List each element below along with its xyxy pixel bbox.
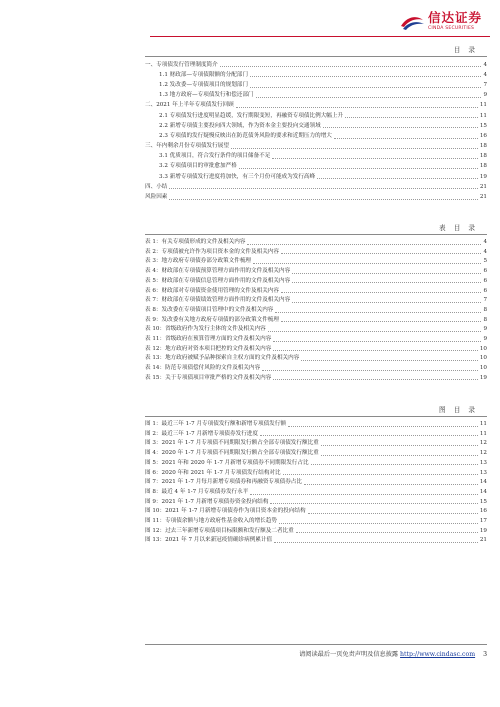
entry-label: 3.2 专项债项目的审批愈加严格 [159, 163, 237, 170]
entry-page-number: 21 [479, 537, 487, 544]
entry-page-number: 18 [479, 143, 487, 150]
table-list [145, 236, 487, 381]
dot-leader [272, 158, 478, 159]
list-entry[interactable] [145, 236, 487, 246]
entry-label: 表 13：地方政府被赋予品种探索自主权方面的文件及相关内容 [145, 355, 300, 362]
entry-page-number: 19 [479, 527, 487, 534]
list-entry[interactable] [145, 294, 487, 304]
entry-label: 风险因素 [145, 194, 168, 201]
dot-leader [345, 117, 478, 118]
list-entry[interactable] [145, 466, 487, 476]
dot-leader [296, 532, 478, 533]
entry-page-number: 14 [479, 488, 487, 495]
entry-page-number: 21 [479, 194, 487, 201]
list-entry[interactable] [145, 265, 487, 275]
brand-name-cn: 信达证券 [427, 10, 482, 25]
dot-leader [304, 484, 478, 485]
entry-label: 三、年内剩余月份专项债发行展望 [145, 143, 229, 150]
entry-page-number: 15 [479, 498, 487, 505]
tables-title: 表 目 录 [439, 224, 478, 232]
entry-page-number: 11 [479, 102, 487, 109]
list-entry[interactable] [145, 333, 487, 343]
entry-label: 表 8：发改委在专项债项目管理中的文件及相关内容 [145, 306, 274, 313]
entry-page-number: 13 [479, 469, 487, 476]
entry-page-number: 4 [483, 248, 487, 255]
dot-leader [273, 341, 481, 342]
dot-leader [169, 188, 477, 189]
brand-logo [399, 12, 482, 31]
entry-label: 图 9：2021 年 1-7 月新增专项债券资金投向结构 [145, 498, 269, 505]
entry-label: 表 5：财政部在专项债信息管理方面作用的文件及相关内容 [145, 277, 291, 284]
dot-leader [292, 282, 481, 283]
dot-leader [273, 379, 478, 380]
entry-page-number: 12 [479, 440, 487, 447]
list-entry[interactable] [145, 372, 487, 382]
dot-leader [323, 127, 478, 128]
list-entry[interactable] [145, 447, 487, 457]
entry-label: 3.1 优质项目，符合发行条件的项目储备不足 [159, 153, 271, 160]
toc-list [145, 58, 487, 201]
dot-leader [321, 455, 478, 456]
dot-leader [239, 168, 478, 169]
list-entry[interactable] [145, 58, 487, 68]
entry-page-number: 4 [483, 61, 487, 68]
entry-label: 图 2：最近三年 1-7 月新增专项债券发行进度 [145, 430, 258, 437]
list-entry[interactable] [145, 362, 487, 372]
dot-leader [281, 292, 481, 293]
dot-leader [281, 321, 481, 322]
entry-label: 2.3 专项债的发行疑慢反映出在防范债务风险的要求和近期压力的增大 [159, 132, 332, 139]
disclaimer-text: 请阅读最后一页免责声明及信息披露 [299, 651, 399, 658]
entry-page-number: 18 [479, 153, 487, 160]
dot-leader [262, 370, 478, 371]
footer-divider [145, 644, 487, 645]
entry-label: 表 3：地方政府专项债券部分政策文件梳理 [145, 258, 252, 265]
entry-page-number: 19 [479, 374, 487, 381]
entry-page-number: 5 [483, 258, 487, 265]
dot-leader [231, 148, 478, 149]
list-entry[interactable] [145, 99, 487, 109]
toc-title: 目 录 [453, 46, 478, 54]
entry-label: 表 7：财政部在专项债绩效管理方面作用的文件及相关内容 [145, 297, 291, 304]
toc-title-divider [145, 56, 487, 57]
entry-label: 图 12：过去三年新增专项债项目标限额和发行额及二者比重 [145, 527, 294, 534]
entry-label: 一、专项债发行管理制度简介 [145, 61, 218, 68]
entry-label: 图 3：2021 年 1-7 月专项债不同期限发行额占全部专项债发行额比重 [145, 440, 319, 447]
page-number: 3 [483, 651, 487, 658]
list-entry[interactable] [145, 476, 487, 486]
entry-label: 2.1 专项债发行进度明显趋缓，发行期限变短，再融资专项债比例大幅上升 [159, 112, 344, 119]
list-entry[interactable] [145, 78, 487, 88]
entry-page-number: 19 [479, 173, 487, 180]
list-entry[interactable] [145, 437, 487, 447]
list-entry[interactable] [145, 314, 487, 324]
entry-page-number: 13 [479, 459, 487, 466]
dot-leader [292, 302, 481, 303]
list-entry[interactable] [145, 457, 487, 467]
entry-label: 四、小结 [145, 183, 168, 190]
list-entry[interactable] [145, 150, 487, 160]
dot-leader [247, 244, 481, 245]
entry-label: 表 2：专项债被允许作为项目资本金的文件及相关内容 [145, 248, 279, 255]
list-entry[interactable] [145, 284, 487, 294]
entry-page-number: 4 [483, 239, 487, 246]
entry-page-number: 10 [479, 345, 487, 352]
dot-leader [250, 494, 478, 495]
list-entry[interactable] [145, 515, 487, 525]
entry-label: 图 6：2020 年和 2021 年 1-7 月专项债发行结构对比 [145, 469, 281, 476]
entry-label: 表 12：地方政府对资本项目把控的文件及相关内容 [145, 345, 272, 352]
entry-label: 图 1：最近三年 1-7 月专项债发行额和新增专项债发行额 [145, 421, 286, 428]
list-entry[interactable] [145, 246, 487, 256]
dot-leader [274, 542, 478, 543]
entry-page-number: 14 [479, 479, 487, 486]
dot-leader [334, 138, 478, 139]
entry-page-number: 7 [483, 297, 487, 304]
dot-leader [283, 474, 478, 475]
list-entry[interactable] [145, 180, 487, 190]
list-entry[interactable] [145, 352, 487, 362]
entry-label: 表 9：发改委有关地方政府专项债的部分政策文件梳理 [145, 316, 279, 323]
entry-page-number: 18 [479, 163, 487, 170]
entry-label: 表 15：关于专项债项目审批严格的文件及相关内容 [145, 374, 272, 381]
dot-leader [220, 66, 482, 67]
dot-leader [301, 360, 478, 361]
list-entry[interactable] [145, 190, 487, 200]
list-entry[interactable] [145, 160, 487, 170]
dot-leader [270, 503, 477, 504]
entry-page-number: 21 [479, 183, 487, 190]
entry-label: 图 7：2021 年 1-7 月每月新增专项债券和再融资专项债券占比 [145, 479, 302, 486]
list-entry[interactable] [145, 140, 487, 150]
entry-page-number: 12 [479, 450, 487, 457]
entry-page-number: 6 [483, 268, 487, 275]
list-entry[interactable] [145, 275, 487, 285]
header-divider [150, 36, 490, 37]
entry-label: 2.2 新增专项债主要投向四大领域，作为资本金主要投向交通领域 [159, 122, 321, 129]
entry-page-number: 8 [483, 316, 487, 323]
entry-page-number: 10 [479, 355, 487, 362]
list-entry[interactable] [145, 534, 487, 544]
list-entry[interactable] [145, 255, 487, 265]
figures-title-divider [145, 416, 487, 417]
figure-list [145, 418, 487, 544]
entry-page-number: 17 [479, 517, 487, 524]
entry-page-number: 9 [483, 335, 487, 342]
entry-label: 表 6：财政部对专项债资金使用管理的文件及相关内容 [145, 287, 279, 294]
entry-label: 图 4：2020 年 1-7 月专项债不同期限发行额占全部专项债发行额比重 [145, 450, 319, 457]
list-entry[interactable] [145, 119, 487, 129]
dot-leader [317, 178, 478, 179]
entry-page-number: 11 [479, 421, 487, 428]
page-header [0, 0, 500, 40]
brand-name-en: CINDA SECURITIES [427, 25, 475, 31]
entry-page-number: 15 [479, 122, 487, 129]
list-entry[interactable] [145, 418, 487, 428]
dot-leader [321, 445, 478, 446]
list-entry[interactable] [145, 170, 487, 180]
dot-leader [308, 513, 478, 514]
entry-label: 表 10：省级政府作为发行主体的文件及相关内容 [145, 326, 266, 333]
list-entry[interactable] [145, 129, 487, 139]
dot-leader [292, 273, 481, 274]
entry-page-number: 16 [479, 508, 487, 515]
entry-label: 表 1：有关专项债形成的文件及相关内容 [145, 239, 246, 246]
list-entry[interactable] [145, 323, 487, 333]
entry-label: 图 8：最近 4 年 1-7 月专项债券发行永平 [145, 488, 249, 495]
website-link[interactable]: http://www.cindasc.com [400, 651, 476, 658]
dot-leader [288, 426, 478, 427]
dot-leader [256, 97, 482, 98]
list-entry[interactable] [145, 343, 487, 353]
page-footer [145, 649, 487, 658]
entry-label: 图 5：2021 年和 2020 年 1-7 月新增专项债券不同期限发行占比 [145, 459, 309, 466]
dot-leader [253, 263, 481, 264]
entry-label: 3.3 新增专项债发行进度将加快，有三个月份可能成为发行高峰 [159, 173, 316, 180]
dot-leader [250, 76, 481, 77]
list-entry[interactable] [145, 428, 487, 438]
dot-leader [311, 464, 478, 465]
dot-leader [281, 253, 481, 254]
list-entry[interactable] [145, 486, 487, 496]
entry-label: 表 14：防范专项债偿付风险的文件及相关内容 [145, 365, 261, 372]
entry-page-number: 4 [483, 71, 487, 78]
entry-page-number: 11 [479, 430, 487, 437]
list-entry[interactable] [145, 505, 487, 515]
entry-page-number: 10 [479, 365, 487, 372]
entry-label: 表 11：省级政府在预算管理方面的文件及相关内容 [145, 335, 272, 342]
entry-page-number: 9 [483, 92, 487, 99]
entry-label: 1.2 发改委—专项债项目的规划部门 [159, 81, 248, 88]
entry-page-number: 8 [483, 306, 487, 313]
dot-leader [169, 199, 477, 200]
entry-label: 图 11：专项债余额与地方政府性基金收入的增长趋势 [145, 517, 277, 524]
dot-leader [250, 87, 481, 88]
list-entry[interactable] [145, 304, 487, 314]
list-entry[interactable] [145, 68, 487, 78]
entry-page-number: 9 [483, 326, 487, 333]
entry-page-number: 11 [479, 112, 487, 119]
dot-leader [279, 523, 478, 524]
figures-title: 图 目 录 [439, 406, 478, 414]
list-entry[interactable] [145, 109, 487, 119]
entry-page-number: 6 [483, 287, 487, 294]
entry-page-number: 16 [479, 132, 487, 139]
dot-leader [275, 312, 481, 313]
cinda-logo-icon [399, 13, 425, 31]
entry-label: 1.1 财政部—专项债限额的分配部门 [159, 71, 248, 78]
dot-leader [268, 331, 482, 332]
list-entry[interactable] [145, 496, 487, 506]
entry-label: 1.3 地方政府—专项债发行和偿还部门 [159, 92, 254, 99]
entry-label: 图 10：2021 年 1-7 月新增专项债券作为项目资本金的投向结构 [145, 508, 306, 515]
entry-page-number: 6 [483, 277, 487, 284]
dot-leader [260, 435, 478, 436]
dot-leader [236, 107, 478, 108]
tables-title-divider [145, 234, 487, 235]
dot-leader [273, 350, 478, 351]
entry-label: 表 4：财政部在专项债预算管理方面作用的文件及相关内容 [145, 268, 291, 275]
entry-page-number: 7 [483, 81, 487, 88]
entry-label: 图 13：2021 年 7 月以来新冠疫情确诊病例累计值 [145, 537, 273, 544]
entry-label: 二、2021 年上半年专项债发行回顾 [145, 102, 234, 109]
list-entry[interactable] [145, 89, 487, 99]
list-entry[interactable] [145, 525, 487, 535]
